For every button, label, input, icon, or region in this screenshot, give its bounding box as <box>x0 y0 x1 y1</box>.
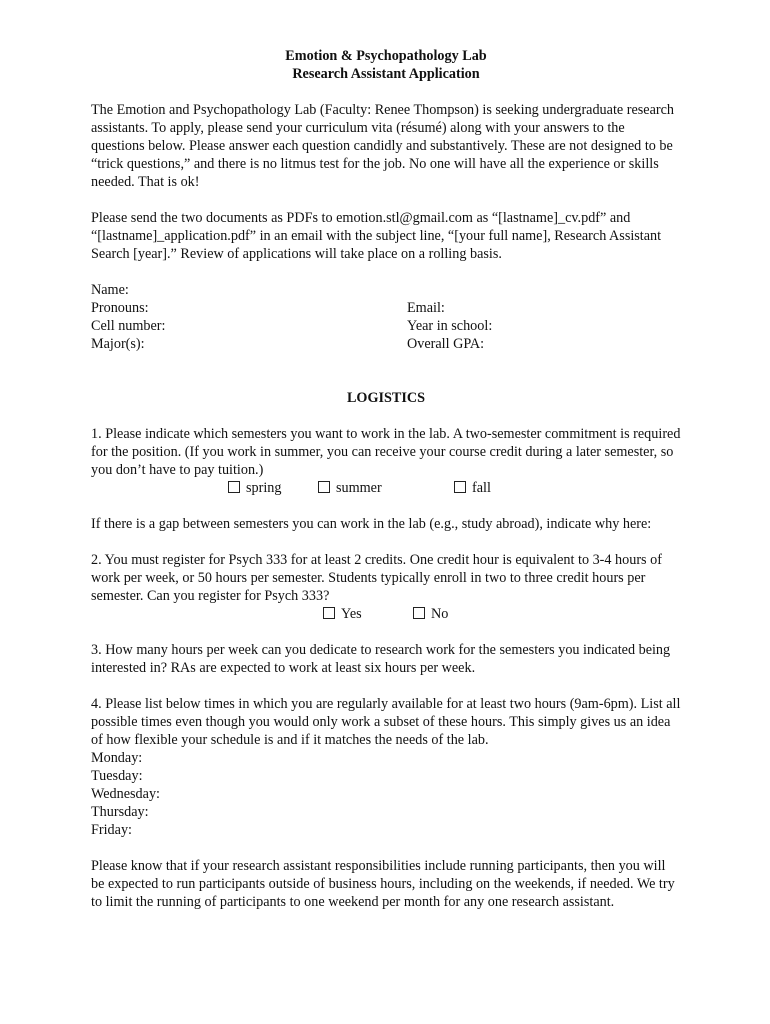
spacer <box>91 371 681 389</box>
availability-friday[interactable]: Friday: <box>91 822 132 838</box>
availability-tuesday[interactable]: Tuesday: <box>91 768 143 784</box>
question-2-text: 2. You must register for Psych 333 for at least 2 credits. One credit hour is equivalent to 3-4 hours of work per week, or 50 hours per semester. Students typically enroll in two to three credit hours per semester. Can you register for Psych 333? <box>91 552 662 604</box>
gap-question-text: If there is a gap between semesters you can work in the lab (e.g., study abroad), indicate why here: <box>91 516 652 532</box>
year-in-school-field-label[interactable]: Year in school: <box>407 318 493 334</box>
semester-options <box>91 479 681 497</box>
field-row-major-gpa <box>91 335 681 353</box>
question-3-text: 3. How many hours per week can you dedicate to research work for the semesters you indicated being interested in? RAs are expected to work at least six hours per week. <box>91 642 671 676</box>
spacer <box>91 623 681 641</box>
availability-monday[interactable]: Monday: <box>91 750 143 766</box>
gpa-field-label[interactable]: Overall GPA: <box>407 336 485 352</box>
fall-option-label: fall <box>472 480 491 496</box>
spring-option-label: spring <box>246 480 282 496</box>
name-field-label[interactable]: Name: <box>91 282 129 298</box>
register-options <box>91 605 681 623</box>
no-option-label: No <box>431 606 449 622</box>
spacer <box>91 191 681 209</box>
yes-option-label: Yes <box>341 606 362 622</box>
checkbox-icon[interactable] <box>228 481 240 493</box>
document-page <box>91 47 681 911</box>
intro-paragraph: The Emotion and Psychopathology Lab (Faculty: Renee Thompson) is seeking undergraduate research assistants. To apply, please send your curriculum vita (résumé) along with your answers to the questions below. Please answer each question candidly and substantively. These are not designed to be “trick questions,” and there is no litmus test for the job. No one will have all the experience or skills needed. That is ok! <box>91 102 674 190</box>
spacer <box>91 533 681 551</box>
question-4-text: 4. Please list below times in which you are regularly available for at least two hours (9am-6pm). List all possible times even though you would only work a subset of these hours. This simply gives us an idea of how flexible your schedule is and if it matches the needs of the lab. <box>91 696 681 748</box>
availability-wednesday[interactable]: Wednesday: <box>91 786 160 802</box>
spacer <box>91 839 681 857</box>
spacer <box>91 353 681 371</box>
fall-option[interactable] <box>454 479 491 497</box>
spacer <box>91 497 681 515</box>
closing-paragraph: Please know that if your research assistant responsibilities include running participants, then you will be expected to run participants outside of business hours, including on the weekends, if needed. We try to limit the running of participants to one weekend per month for any one research assistant. <box>91 858 675 910</box>
field-row-pronouns-email <box>91 299 681 317</box>
email-field-label[interactable]: Email: <box>407 300 445 316</box>
field-row-cell-year <box>91 317 681 335</box>
checkbox-icon[interactable] <box>323 607 335 619</box>
spacer <box>91 263 681 281</box>
summer-option[interactable] <box>318 479 382 497</box>
spacer <box>91 677 681 695</box>
document-title-line2: Research Assistant Application <box>292 66 480 82</box>
cell-number-field-label[interactable]: Cell number: <box>91 318 166 334</box>
checkbox-icon[interactable] <box>454 481 466 493</box>
field-row-name <box>91 281 681 299</box>
availability-thursday[interactable]: Thursday: <box>91 804 149 820</box>
instructions-paragraph: Please send the two documents as PDFs to emotion.stl@gmail.com as “[lastname]_cv.pdf” and “[lastname]_application.pdf” in an email with the subject line, “[your full name], Research Assistant Search [year].” Review of applications will take place on a rolling basis. <box>91 210 662 262</box>
checkbox-icon[interactable] <box>318 481 330 493</box>
question-1-text: 1. Please indicate which semesters you want to work in the lab. A two-semester commitment is required for the position. (If you work in summer, you can receive your course credit during a later semester, so you don’t have to pay tuition.) <box>91 426 681 478</box>
document-title-line1: Emotion & Psychopathology Lab <box>285 48 487 64</box>
pronouns-field-label[interactable]: Pronouns: <box>91 300 149 316</box>
spacer <box>91 83 681 101</box>
summer-option-label: summer <box>336 480 382 496</box>
spacer <box>91 407 681 425</box>
checkbox-icon[interactable] <box>413 607 425 619</box>
spring-option[interactable] <box>228 479 281 497</box>
yes-option[interactable] <box>323 605 362 623</box>
section-heading-logistics: LOGISTICS <box>346 390 426 406</box>
major-field-label[interactable]: Major(s): <box>91 336 145 352</box>
no-option[interactable] <box>413 605 448 623</box>
